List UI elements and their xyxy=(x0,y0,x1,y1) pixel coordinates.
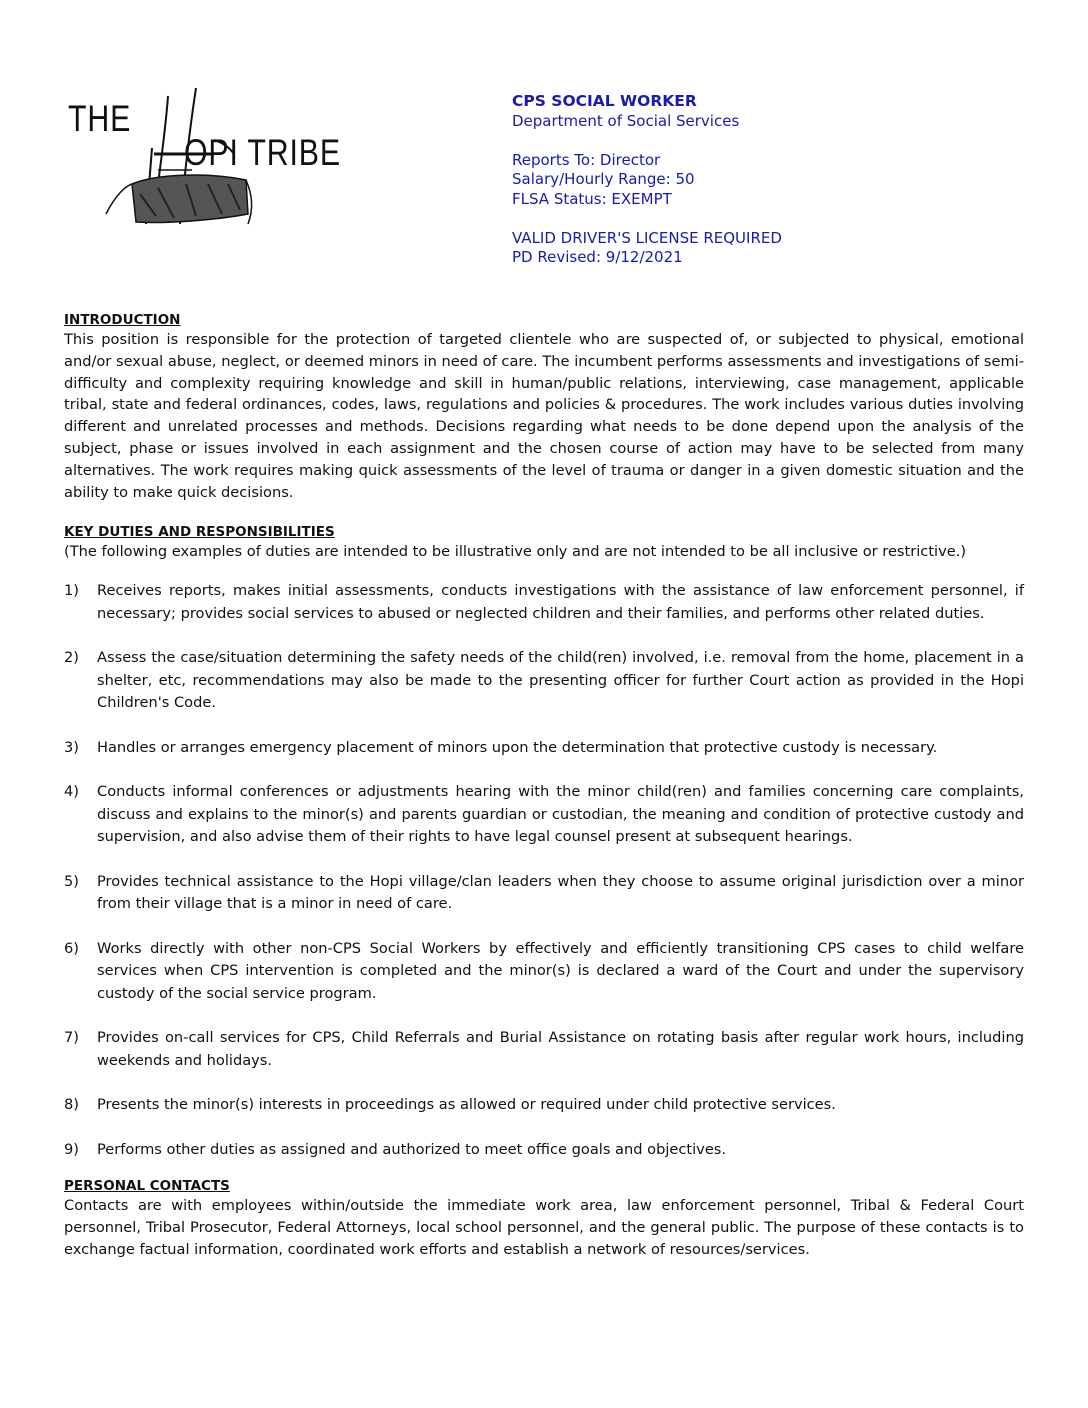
duty-text: Conducts informal conferences or adjustments hearing with the minor child(ren) and families concerning care complaints, discuss and explains to the minor(s) and parents guardian or custodian, the meaning and condition of protective custody and supervision, and also advise them of their rights to have legal counsel present at subsequent hearings. xyxy=(97,783,1024,846)
license-requirement: VALID DRIVER'S LICENSE REQUIRED xyxy=(512,228,782,247)
duty-item xyxy=(64,1027,1024,1072)
duty-text: Provides technical assistance to the Hopi village/clan leaders when they choose to assume original jurisdiction over a minor from their village that is a minor in need of care. xyxy=(97,872,1024,913)
logo-text-opi-tribe: OPI TRIBE xyxy=(184,132,341,173)
introduction-text: This position is responsible for the protection of targeted clientele who are suspected of, or subjected to physical, emotional and/or sexual abuse, neglect, or deemed minors in need of care. The incumbent performs assessments and investigations of semi-difficulty and complexity requiring knowledge and skill in human/public relations, interviewing, case management, applicable tribal, state and federal ordinances, codes, laws, regulations and policies & procedures. The work includes various duties involving different and unrelated processes and methods. Decisions regarding what needs to be done depend upon the analysis of the subject, phase or issues involved in each assignment and the chosen course of action may have to be selected from many alternatives. The work requires making quick assessments of the level of trauma or danger in a given domestic situation and the ability to make quick decisions. xyxy=(64,331,1024,501)
duty-text: Receives reports, makes initial assessments, conducts investigations with the assistance of law enforcement personnel, if necessary; provides social services to abused or neglected children and their families, and performs other related duties. xyxy=(97,582,1024,622)
duty-text: Handles or arranges emergency placement of minors upon the determination that protective custody is necessary. xyxy=(97,738,938,756)
duty-number: 9) xyxy=(64,1140,79,1158)
duty-text: Provides on-call services for CPS, Child Referrals and Burial Assistance on rotating basis after regular work hours, including weekends and holidays. xyxy=(97,1029,1024,1069)
duty-number: 3) xyxy=(64,738,79,756)
document-body xyxy=(64,311,1024,1261)
job-header xyxy=(512,92,782,268)
flsa-status: FLSA Status: EXEMPT xyxy=(512,189,672,208)
job-title: CPS SOCIAL WORKER xyxy=(512,92,697,110)
duty-number: 2) xyxy=(64,649,79,667)
duties-note: (The following examples of duties are intended to be illustrative only and are not intended to be all inclusive or restrictive.) xyxy=(64,543,967,561)
duty-item xyxy=(64,938,1024,1006)
duty-number: 5) xyxy=(64,872,79,890)
duty-item xyxy=(64,737,1024,760)
logo-text-the: THE xyxy=(68,98,132,139)
duty-number: 6) xyxy=(64,939,79,957)
introduction-heading: INTRODUCTION xyxy=(64,312,181,328)
duty-number: 8) xyxy=(64,1096,79,1114)
duty-text: Assess the case/situation determining the safety needs of the child(ren) involved, i.e. removal from the home, placement in a shelter, etc, recommendations may also be made to the presenting officer for further Court action as provided in the Hopi Children's Code. xyxy=(97,649,1024,712)
duty-item xyxy=(64,647,1024,715)
duty-item xyxy=(64,1094,1024,1117)
duty-item xyxy=(64,580,1024,625)
hopi-tribe-logo xyxy=(66,84,366,244)
duty-text: Works directly with other non-CPS Social Workers by effectively and efficiently transitioning CPS cases to child welfare services when CPS intervention is completed and the minor(s) is declared a ward of the Court and under the supervisory custody of the social service program. xyxy=(97,939,1024,1002)
revision-date: PD Revised: 9/12/2021 xyxy=(512,248,683,266)
duties-list xyxy=(64,580,1024,1161)
duty-text: Performs other duties as assigned and authorized to meet office goals and objectives. xyxy=(97,1140,727,1158)
duty-number: 4) xyxy=(64,783,79,801)
duty-item xyxy=(64,781,1024,849)
contacts-text: Contacts are with employees within/outside the immediate work area, law enforcement personnel, Tribal & Federal Court personnel, Tribal Prosecutor, Federal Attorneys, local school personnel, and the general public. The purpose of these contacts is to exchange factual information, coordinated work efforts and establish a network of resources/services. xyxy=(64,1197,1024,1258)
duty-item xyxy=(64,1139,1024,1162)
duty-item xyxy=(64,871,1024,916)
contacts-heading: PERSONAL CONTACTS xyxy=(64,1178,230,1195)
duty-text: Presents the minor(s) interests in proceedings as allowed or required under child protective services. xyxy=(97,1096,836,1114)
duties-heading: KEY DUTIES AND RESPONSIBILITIES xyxy=(64,524,335,541)
duty-number: 1) xyxy=(64,582,79,600)
salary-range: Salary/Hourly Range: 50 xyxy=(512,170,695,188)
reports-to: Reports To: Director xyxy=(512,150,661,169)
duty-number: 7) xyxy=(64,1029,79,1047)
department: Department of Social Services xyxy=(512,111,740,130)
